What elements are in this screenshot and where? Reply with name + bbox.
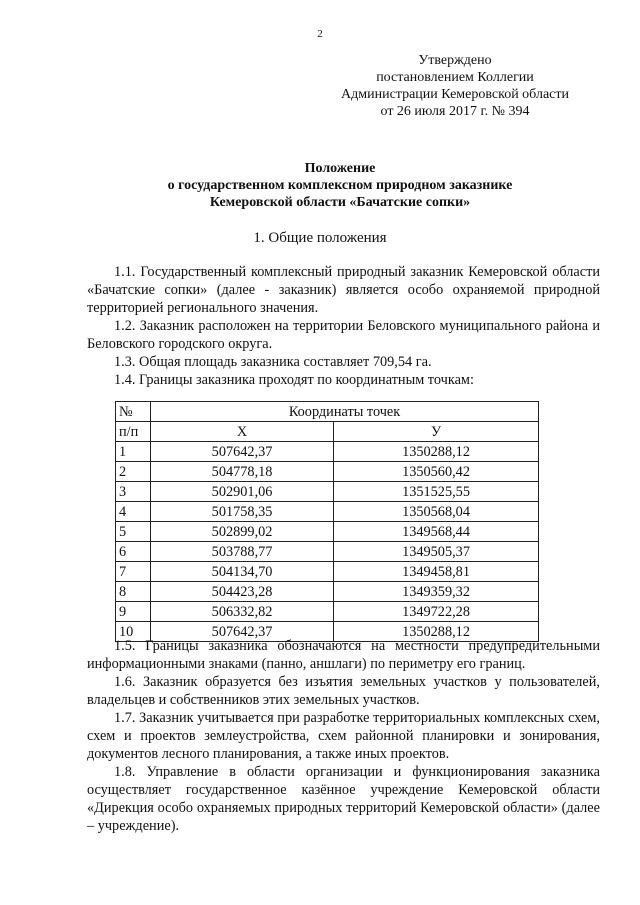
row-number-cell: 10 bbox=[116, 622, 151, 642]
title-line: Кемеровской области «Бачатские сопки» bbox=[209, 195, 471, 210]
table-row bbox=[116, 442, 539, 462]
title-line: Положение bbox=[304, 161, 376, 176]
row-number-cell: 7 bbox=[116, 562, 151, 582]
paragraph: 1.2. Заказник расположен на территории Беловского муниципального района и Беловского городского округа. bbox=[87, 318, 600, 352]
x-coordinate-cell: 503788,77 bbox=[151, 542, 334, 562]
section-title: 1. Общие положения bbox=[253, 230, 387, 246]
paragraph: 1.7. Заказник учитывается при разработке территориальных комплексных схем, схем и проектов землеустройства, схем районной планировки и зонирования, документов лесного планирования, а также иных проектов. bbox=[87, 710, 600, 762]
table-row bbox=[116, 482, 539, 502]
y-coordinate-cell: 1350288,12 bbox=[334, 622, 539, 642]
y-coordinate-cell: 1350568,04 bbox=[334, 502, 539, 522]
header-num-sub: п/п bbox=[116, 422, 151, 442]
header-coords: Координаты точек bbox=[151, 402, 539, 422]
x-coordinate-cell: 504778,18 bbox=[151, 462, 334, 482]
table-row bbox=[116, 582, 539, 602]
y-coordinate-cell: 1349359,32 bbox=[334, 582, 539, 602]
x-coordinate-cell: 507642,37 bbox=[151, 622, 334, 642]
paragraphs-after-table bbox=[87, 637, 600, 835]
y-coordinate-cell: 1350288,12 bbox=[334, 442, 539, 462]
table-row bbox=[116, 462, 539, 482]
paragraph: 1.6. Заказник образуется без изъятия земельных участков у пользователей, владельцев и собственников этих земельных участков. bbox=[87, 674, 600, 708]
paragraph: 1.5. Границы заказника обозначаются на местности предупредительными информационными знаками (панно, аншлаги) по периметру его границ. bbox=[87, 638, 600, 672]
row-number-cell: 8 bbox=[116, 582, 151, 602]
title-line: о государственном комплексном природном заказнике bbox=[167, 178, 513, 193]
table-header-row bbox=[116, 422, 539, 442]
table-row bbox=[116, 522, 539, 542]
document-title bbox=[110, 160, 570, 211]
x-coordinate-cell: 507642,37 bbox=[151, 442, 334, 462]
x-coordinate-cell: 506332,82 bbox=[151, 602, 334, 622]
table-row bbox=[116, 502, 539, 522]
paragraphs-before-table bbox=[87, 263, 600, 389]
coordinates-table bbox=[115, 401, 539, 642]
y-coordinate-cell: 1349568,44 bbox=[334, 522, 539, 542]
row-number-cell: 5 bbox=[116, 522, 151, 542]
y-coordinate-cell: 1351525,55 bbox=[334, 482, 539, 502]
page-number: 2 bbox=[317, 28, 323, 40]
approval-line: постановлением Коллегии bbox=[376, 70, 534, 85]
y-coordinate-cell: 1349505,37 bbox=[334, 542, 539, 562]
approval-line: Утверждено bbox=[418, 53, 492, 68]
x-coordinate-cell: 502899,02 bbox=[151, 522, 334, 542]
row-number-cell: 4 bbox=[116, 502, 151, 522]
approval-line: Администрации Кемеровской области bbox=[341, 87, 569, 102]
header-num: № bbox=[116, 402, 151, 422]
header-y: У bbox=[334, 422, 539, 442]
x-coordinate-cell: 504423,28 bbox=[151, 582, 334, 602]
row-number-cell: 2 bbox=[116, 462, 151, 482]
row-number-cell: 3 bbox=[116, 482, 151, 502]
paragraph: 1.1. Государственный комплексный природный заказник Кемеровской области «Бачатские сопки» (далее - заказник) является особо охраняемой природной территорией регионального значения. bbox=[87, 264, 600, 316]
x-coordinate-cell: 501758,35 bbox=[151, 502, 334, 522]
x-coordinate-cell: 504134,70 bbox=[151, 562, 334, 582]
table-header-row bbox=[116, 402, 539, 422]
y-coordinate-cell: 1349458,81 bbox=[334, 562, 539, 582]
paragraph: 1.3. Общая площадь заказника составляет 709,54 га. bbox=[114, 354, 432, 370]
table-row bbox=[116, 562, 539, 582]
row-number-cell: 1 bbox=[116, 442, 151, 462]
approval-line: от 26 июля 2017 г. № 394 bbox=[380, 104, 530, 119]
y-coordinate-cell: 1349722,28 bbox=[334, 602, 539, 622]
x-coordinate-cell: 502901,06 bbox=[151, 482, 334, 502]
table-row bbox=[116, 542, 539, 562]
paragraph: 1.8. Управление в области организации и функционирования заказника осуществляет государственное казённое учреждение Кемеровской области «Дирекция особо охраняемых природных территорий Кемеровской области» (далее – учреждение). bbox=[87, 764, 600, 834]
table-row bbox=[116, 602, 539, 622]
paragraph: 1.4. Границы заказника проходят по координатным точкам: bbox=[114, 372, 474, 388]
row-number-cell: 9 bbox=[116, 602, 151, 622]
approval-block bbox=[330, 52, 580, 120]
y-coordinate-cell: 1350560,42 bbox=[334, 462, 539, 482]
header-x: Х bbox=[151, 422, 334, 442]
row-number-cell: 6 bbox=[116, 542, 151, 562]
